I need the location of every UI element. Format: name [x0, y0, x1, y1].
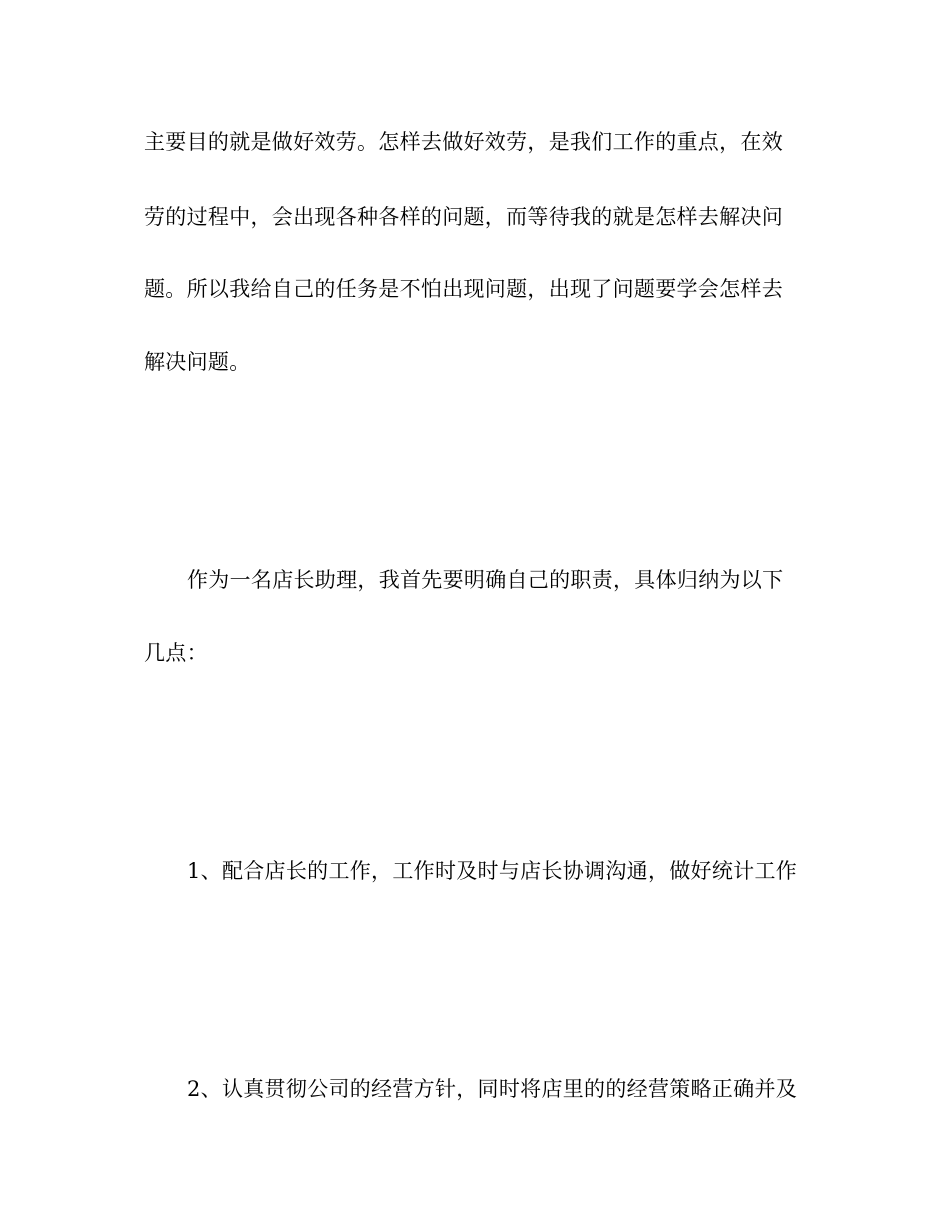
paragraph-2-line-2: 几点： — [144, 641, 208, 665]
list-item-2: 2、认真贯彻公司的经营方针，同时将店里的的经营策略正确并及 — [187, 1077, 798, 1101]
paragraph-1-line-2: 劳的过程中，会出现各种各样的问题，而等待我的就是怎样去解决问 — [144, 205, 783, 229]
list-item-1: 1、配合店长的工作，工作时及时与店长协调沟通，做好统计工作 — [187, 859, 798, 883]
paragraph-1-line-1: 主要目的就是做好效劳。怎样去做好效劳，是我们工作的重点，在效 — [144, 130, 783, 154]
paragraph-1-line-4: 解决问题。 — [144, 350, 251, 374]
paragraph-1-line-3: 题。所以我给自己的任务是不怕出现问题，出现了问题要学会怎样去 — [144, 277, 783, 301]
paragraph-2-line-1: 作为一名店长助理，我首先要明确自己的职责，具体归纳为以下 — [187, 568, 784, 592]
